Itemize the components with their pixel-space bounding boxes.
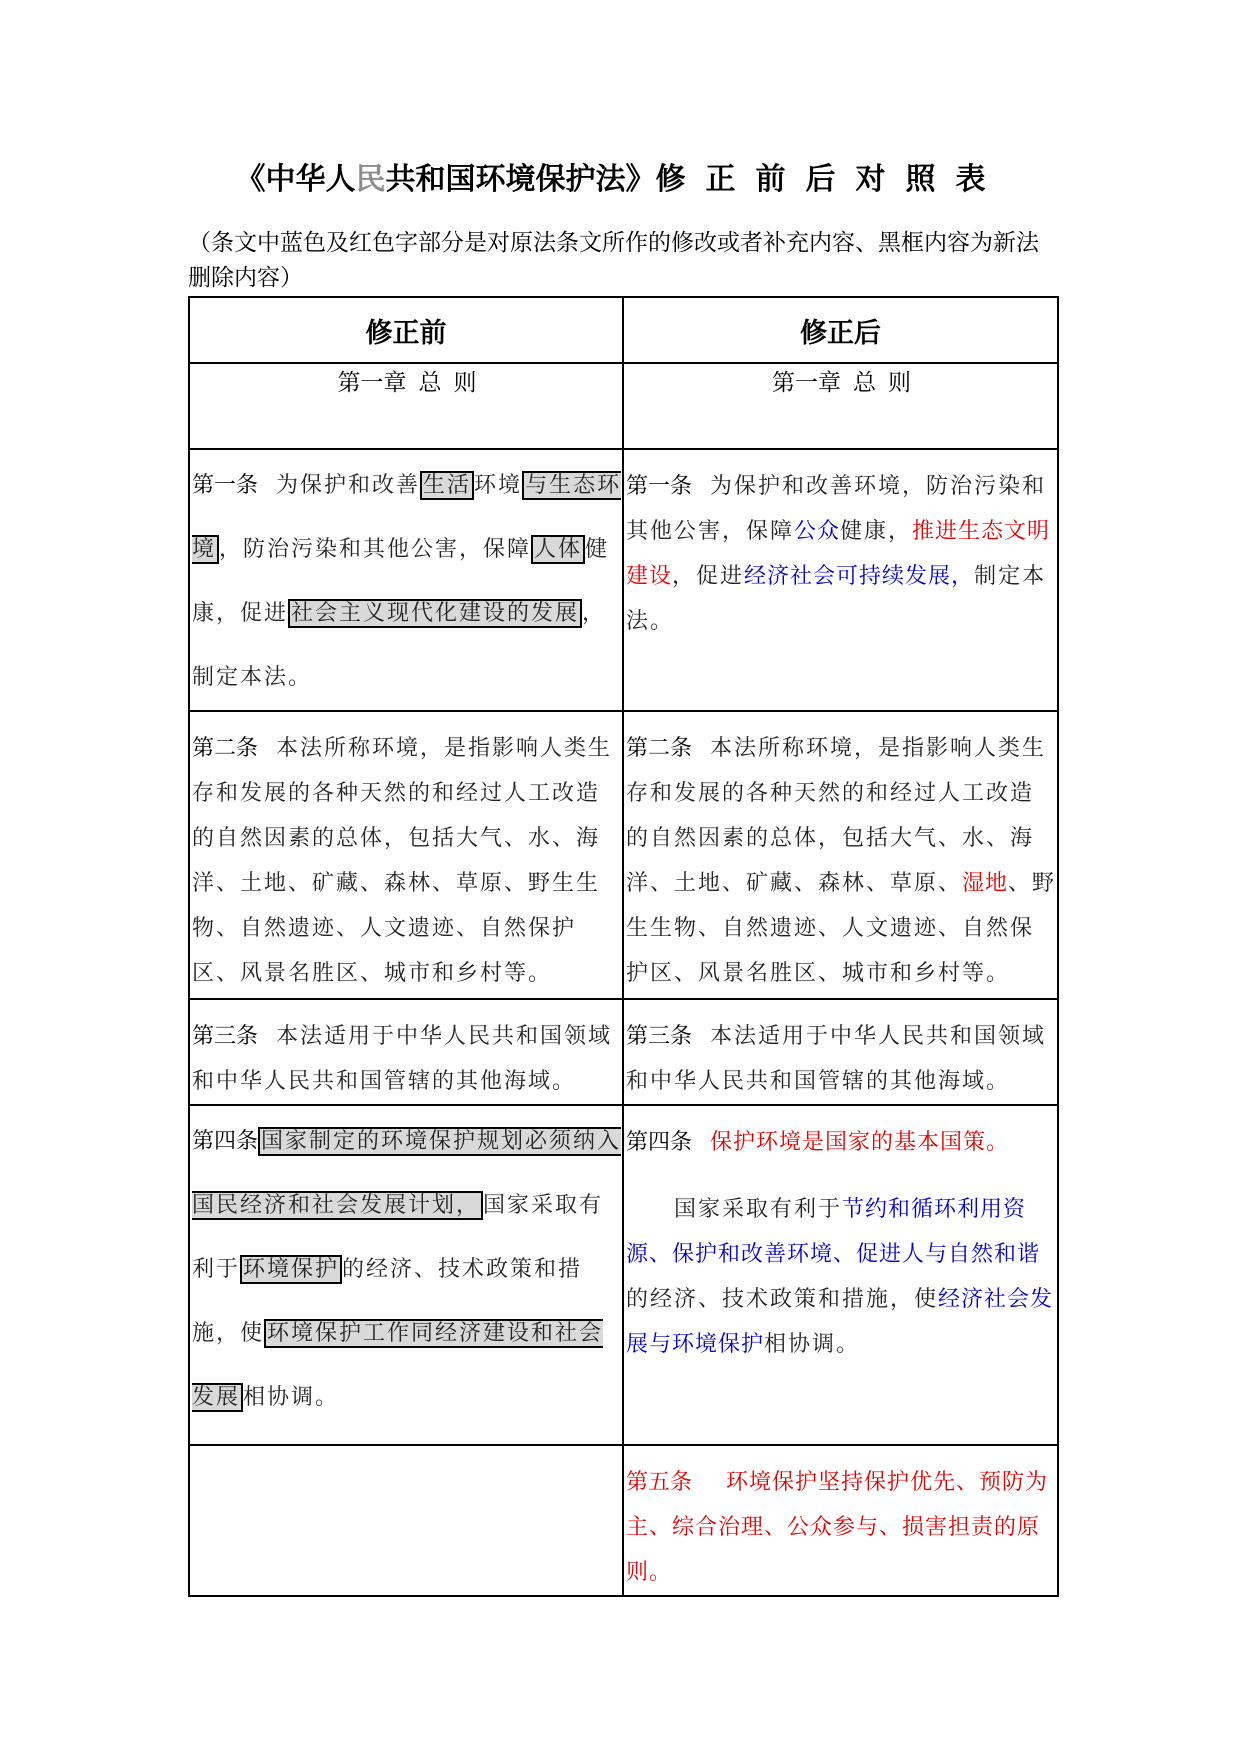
article-label: 第五条 (626, 1470, 693, 1495)
article-text: 的经济、技术政策和措施，使 (192, 1257, 583, 1346)
title-part: 《中华人 (235, 162, 356, 197)
article-4-before (189, 1105, 623, 1445)
chapter-word: 总 (853, 370, 876, 396)
deleted-text: 生活 (420, 471, 474, 500)
article-label: 第四条 (626, 1130, 693, 1155)
chapter-number: 第一章 (337, 370, 407, 396)
article-4-after (623, 1105, 1058, 1445)
article-5-after (623, 1445, 1058, 1596)
deleted-text: 与生态环境 (192, 473, 622, 562)
revised-text: 经济社会可持续发展 (744, 564, 952, 589)
chapter-word: 则 (453, 370, 477, 396)
article-text: 健康，促进 (192, 537, 610, 626)
article-row (189, 449, 1058, 711)
header-before: 修正前 (189, 297, 623, 363)
article-label: 第四条 (192, 1129, 259, 1154)
title-part: 共和国环境保护法》 (385, 162, 656, 197)
article-row (189, 1105, 1058, 1445)
article-label: 第一条 (192, 473, 259, 498)
article-text: 的经济、技术政策和措施，使 (626, 1287, 939, 1312)
article-text: 相协调。 (764, 1332, 861, 1357)
article-row (189, 999, 1058, 1105)
article-text: 、野生生物、自然遗迹、人文遗迹、自然保护区、风景名胜区、城市和乡村等。 (626, 871, 1057, 986)
article-label: 第三条 (192, 1024, 259, 1049)
revised-text: 节约和循环利用资源、保护和改善环境、促进人与自然和谐 (626, 1197, 1041, 1267)
revised-text: 公众 (794, 519, 841, 544)
article-3-after (623, 999, 1058, 1105)
chapter-before (189, 363, 623, 449)
added-text: 推进生态文明建设 (626, 519, 1051, 589)
comparison-table (188, 296, 1059, 1597)
article-2-before (189, 711, 623, 999)
article-text: 本法适用于中华人民共和国领域和中华人民共和国管辖的其他海域。 (626, 1024, 1047, 1094)
deleted-text: 社会主义现代化建设的发展 (288, 599, 582, 628)
article-row (189, 1445, 1058, 1596)
article-text: 国家采取有利于 (192, 1193, 604, 1282)
article-text: 为保护和改善 (276, 473, 421, 498)
article-text: ，防治污染和其他公害，保障 (219, 537, 532, 562)
article-4-paragraph-1 (626, 1120, 1057, 1165)
article-text: 本法适用于中华人民共和国领域和中华人民共和国管辖的其他海域。 (192, 1024, 613, 1094)
revised-text: 经济社会发展与环境保护 (626, 1287, 1054, 1357)
deleted-text: 环境保护 (240, 1255, 342, 1284)
article-5-before (189, 1445, 623, 1596)
added-text: 保护环境是国家的基本国策。 (710, 1130, 1010, 1155)
chapter-row (189, 363, 1058, 449)
article-text: 制定本法。 (626, 564, 1047, 634)
chapter-word: 则 (888, 370, 911, 396)
article-text: 相协调。 (243, 1385, 340, 1410)
article-row (189, 711, 1058, 999)
article-1-before (189, 449, 623, 711)
article-3-before (189, 999, 623, 1105)
revised-text: ， (951, 564, 975, 589)
article-text: ，促进 (672, 564, 745, 589)
article-text: 本法所称环境，是指影响人类生存和发展的各种天然的和经过人工改造的自然因素的总体，包括大气、水、海洋、土地、矿藏、森林、草原、野生生物、自然遗迹、人文遗迹、自然保护区、风景名胜区、城市和乡村等。 (192, 736, 613, 986)
article-label: 第二条 (626, 736, 693, 761)
article-label: 第三条 (626, 1024, 693, 1049)
chapter-word: 总 (418, 370, 442, 396)
article-1-after (623, 449, 1058, 711)
chapter-after (623, 363, 1058, 449)
deleted-text: 环境保护工作同经济建设和社会发展 (192, 1321, 604, 1410)
article-label: 第一条 (626, 474, 693, 499)
added-text: 湿地 (962, 871, 1009, 896)
table-header-row (189, 297, 1058, 363)
article-4-paragraph-2 (626, 1187, 1057, 1367)
added-text: 环境保护坚持保护优先、预防为主、综合治理、公众参与、损害担责的原则。 (626, 1470, 1049, 1585)
deleted-text: 国家制定的环境保护规划必须纳入国民经济和社会发展计划， (192, 1129, 622, 1218)
legend-note: （条文中蓝色及红色字部分是对原法条文所作的修改或者补充内容、黑框内容为新法删除内容） (188, 230, 1039, 291)
article-text: 国家采取有利于 (674, 1197, 843, 1222)
deleted-text: 人体 (531, 535, 585, 564)
article-text: 环境 (474, 473, 523, 498)
header-after: 修正后 (623, 297, 1058, 363)
document-title (0, 160, 1241, 200)
title-highlight-char: 民 (355, 162, 386, 197)
article-label: 第二条 (192, 736, 259, 761)
article-text: 健康， (840, 519, 913, 544)
chapter-number: 第一章 (772, 370, 841, 396)
article-2-after (623, 711, 1058, 999)
title-suffix: 修正前后对照表 (655, 162, 1006, 197)
article-text: 本法所称环境，是指影响人类生存和发展的各种天然的和经过人工改造的自然因素的总体，包括大气、水、海洋、土地、矿藏、森林、草原、 (626, 736, 1047, 896)
article-text: 为保护和改善环境，防治污染和其他公害，保障 (626, 474, 1047, 544)
article-text: ，制定本法。 (192, 601, 607, 690)
